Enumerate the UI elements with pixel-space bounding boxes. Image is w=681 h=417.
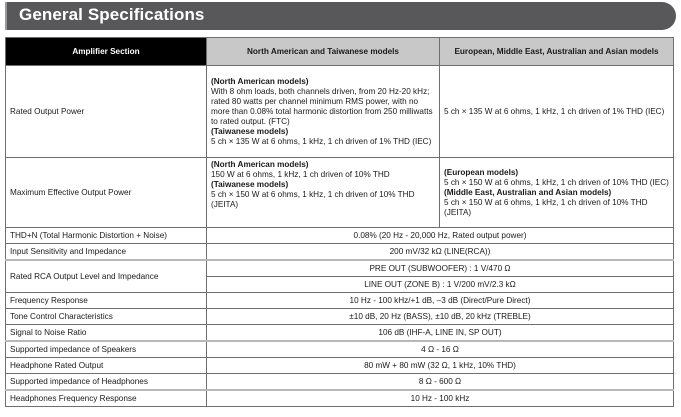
header-amplifier-section: Amplifier Section <box>6 38 207 66</box>
specifications-table <box>5 37 674 407</box>
row-label: Rated RCA Output Level and Impedance <box>6 260 207 293</box>
row-value: 10 Hz - 100 kHz <box>207 390 674 407</box>
tw-heading: (Taiwanese models) <box>211 180 289 189</box>
table-header-row <box>6 38 674 66</box>
row-label: Headphone Rated Output <box>6 358 207 374</box>
na-heading: (North American models) <box>211 160 309 169</box>
cell-eu: 5 ch × 135 W at 6 ohms, 1 kHz, 1 ch driven of 1% THD (IEC) <box>440 66 674 158</box>
row-label: Signal to Noise Ratio <box>6 325 207 342</box>
row-label: Maximum Effective Output Power <box>6 158 207 228</box>
table-row-rated-output-power <box>6 66 674 158</box>
section-banner <box>5 2 676 30</box>
na-text: With 8 ohm loads, both channels driven, from 20 Hz-20 kHz; rated 80 watts per channel minimum RMS power, with no more than 0.08% total harmonic distortion from 250 milliwatts to rated output. (FTC) <box>211 86 433 126</box>
table-row <box>6 325 674 342</box>
row-value: 200 mV/32 kΩ (LINE(RCA)) <box>207 244 674 261</box>
me-text: 5 ch × 150 W at 6 ohms, 1 kHz, 1 ch driven of 10% THD (JEITA) <box>444 197 648 217</box>
row-label: Rated Output Power <box>6 66 207 158</box>
table-row <box>6 390 674 407</box>
row-label: Supported impedance of Headphones <box>6 374 207 391</box>
row-value: 106 dB (IHF-A, LINE IN, SP OUT) <box>207 325 674 342</box>
me-heading: (Middle East, Australian and Asian models) <box>444 187 612 197</box>
row-label: THD+N (Total Harmonic Distortion + Noise) <box>6 228 207 244</box>
cell-eu <box>440 158 674 228</box>
row-value-pre-out: PRE OUT (SUBWOOFER) : 1 V/470 Ω <box>207 260 674 277</box>
table-row <box>6 293 674 309</box>
cell-na <box>207 66 440 158</box>
row-value: 10 Hz - 100 kHz/+1 dB, –3 dB (Direct/Pure Direct) <box>207 293 674 309</box>
tw-text: 5 ch × 135 W at 6 ohms, 1 kHz, 1 ch driven of 1% THD (IEC) <box>211 136 432 146</box>
table-row <box>6 228 674 244</box>
eu-text: 5 ch × 150 W at 6 ohms, 1 kHz, 1 ch driven of 10% THD (IEC) <box>444 177 669 187</box>
na-text: 150 W at 6 ohms, 1 kHz, 1 ch driven of 10% THD <box>211 170 390 179</box>
table-row <box>6 374 674 391</box>
na-heading: (North American models) <box>211 76 309 86</box>
row-label: Supported impedance of Speakers <box>6 341 207 358</box>
row-value-line-out: LINE OUT (ZONE B) : 1 V/200 mV/2.3 kΩ <box>207 277 674 293</box>
row-value: 80 mW + 80 mW (32 Ω, 1 kHz, 10% THD) <box>207 358 674 374</box>
row-value: 8 Ω - 600 Ω <box>207 374 674 391</box>
row-label: Headphones Frequency Response <box>6 390 207 407</box>
tw-text: 5 ch × 150 W at 6 ohms, 1 kHz, 1 ch driven of 10% THD (JEITA) <box>211 190 415 209</box>
header-european: European, Middle East, Australian and Asian models <box>440 38 674 66</box>
table-row <box>6 341 674 358</box>
eu-heading: (European models) <box>444 167 519 177</box>
row-value: 4 Ω - 16 Ω <box>207 341 674 358</box>
table-row-max-effective-output-power <box>6 158 674 228</box>
table-row <box>6 309 674 325</box>
row-label: Input Sensitivity and Impedance <box>6 244 207 261</box>
tw-heading: (Taiwanese models) <box>211 126 289 136</box>
table-row-rca-output <box>6 260 674 277</box>
table-row <box>6 358 674 374</box>
page-title: General Specifications <box>19 5 205 24</box>
row-value: ±10 dB, 20 Hz (BASS), ±10 dB, 20 kHz (TREBLE) <box>207 309 674 325</box>
row-label: Tone Control Characteristics <box>6 309 207 325</box>
cell-na <box>207 158 440 228</box>
row-value: 0.08% (20 Hz - 20,000 Hz, Rated output power) <box>207 228 674 244</box>
table-row <box>6 244 674 261</box>
header-north-american: North American and Taiwanese models <box>207 38 440 66</box>
row-label: Frequency Response <box>6 293 207 309</box>
